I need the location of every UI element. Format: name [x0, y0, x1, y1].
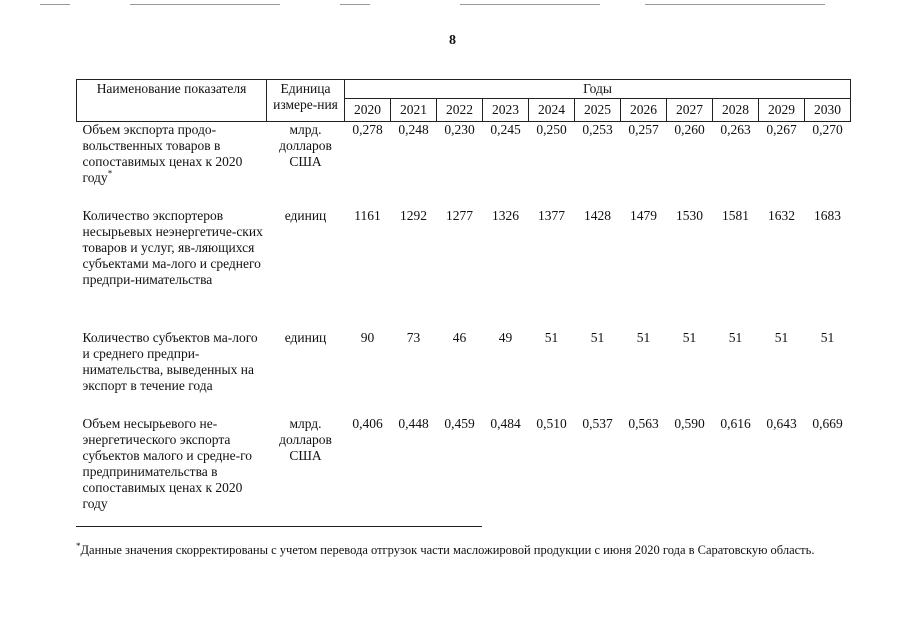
value-cell: 0,263	[720, 122, 751, 137]
value-cell: 0,278	[352, 122, 383, 137]
header-year: 2025	[575, 99, 621, 122]
export-indicators-table	[76, 79, 851, 520]
value-cell: 1161	[354, 207, 381, 223]
header-unit: Единица измере-ния	[267, 80, 345, 122]
table-row	[77, 122, 851, 208]
value-cell: 0,448	[398, 415, 429, 431]
value-cell: 0,248	[398, 122, 429, 137]
value-cell: 0,267	[766, 122, 797, 137]
value-cell: 0,459	[444, 415, 475, 431]
value-cell: 51	[774, 329, 789, 345]
value-cell: 51	[728, 329, 743, 345]
value-cell: 1377	[538, 207, 565, 223]
value-cell: 0,643	[766, 415, 797, 431]
header-year: 2024	[529, 99, 575, 122]
value-cell: 0,616	[720, 415, 751, 431]
scan-artifact-line	[40, 4, 70, 5]
value-cell: 0,253	[582, 122, 613, 137]
value-cell: 0,230	[444, 122, 475, 137]
value-cell: 0,510	[536, 415, 567, 431]
value-cell: 1326	[492, 207, 519, 223]
indicator-name: Объем несырьевого не-энергетического экспорта субъектов малого и средне-го предпринимательства в сопоставимых ценах к 2020 году	[82, 415, 253, 511]
indicator-name: Количество экспортеров несырьевых неэнергетиче-ских товаров и услуг, яв-ляющихся субъектами ма-лого и среднего предпри-нимательства	[82, 207, 263, 287]
value-cell: 1292	[400, 207, 427, 223]
header-year: 2022	[437, 99, 483, 122]
header-year: 2027	[667, 99, 713, 122]
value-cell: 1632	[768, 207, 795, 223]
header-year: 2030	[805, 99, 851, 122]
unit-cell: млрд. долларов США	[279, 415, 332, 463]
value-cell: 1581	[722, 207, 749, 223]
value-cell: 51	[682, 329, 697, 345]
header-indicator-name: Наименование показателя	[77, 80, 267, 122]
value-cell: 0,270	[812, 122, 843, 137]
footnote-text: Данные значения скорректированы с учетом перевода отгрузок части масложировой продукции с июня 2020 года в Саратовскую область.	[80, 543, 815, 557]
footnote-separator	[76, 526, 482, 527]
value-cell: 1530	[676, 207, 703, 223]
value-cell: 1277	[446, 207, 473, 223]
value-cell: 0,406	[352, 415, 383, 431]
indicator-name: Количество субъектов ма-лого и среднего предпри-нимательства, выведенных на экспорт в течение года	[82, 329, 258, 393]
unit-cell: млрд. долларов США	[279, 122, 332, 169]
header-year: 2021	[391, 99, 437, 122]
value-cell: 1683	[814, 207, 842, 223]
value-cell: 0,590	[674, 415, 705, 431]
page-number: 8	[449, 33, 456, 48]
header-year: 2020	[345, 99, 391, 122]
header-year: 2026	[621, 99, 667, 122]
table-row	[77, 416, 851, 520]
value-cell: 0,257	[628, 122, 659, 137]
header-year: 2028	[713, 99, 759, 122]
header-year: 2023	[483, 99, 529, 122]
indicator-name: Объем экспорта продо-вольственных товаров в сопоставимых ценах к 2020 году*	[82, 122, 243, 185]
value-cell: 73	[406, 329, 421, 345]
value-cell: 46	[452, 329, 467, 345]
table-row	[77, 208, 851, 330]
value-cell: 51	[544, 329, 559, 345]
header-years-group: Годы	[345, 80, 851, 99]
unit-cell: единиц	[284, 329, 327, 345]
value-cell: 49	[498, 329, 513, 345]
value-cell: 0,563	[628, 415, 659, 431]
table-row	[77, 330, 851, 416]
value-cell: 51	[636, 329, 651, 345]
scan-artifact-line	[645, 4, 825, 5]
value-cell: 1479	[630, 207, 657, 223]
scan-artifact-line	[340, 4, 370, 5]
scan-artifact-line	[460, 4, 600, 5]
value-cell: 0,260	[674, 122, 705, 137]
footnote-mark: *	[76, 540, 81, 551]
footnote	[76, 540, 815, 558]
unit-cell: единиц	[284, 207, 327, 223]
value-cell: 0,537	[582, 415, 613, 431]
value-cell: 51	[590, 329, 605, 345]
header-year: 2029	[759, 99, 805, 122]
value-cell: 0,669	[812, 415, 843, 431]
value-cell: 51	[820, 329, 835, 345]
value-cell: 0,245	[490, 122, 521, 137]
footnote-mark: *	[107, 168, 113, 179]
value-cell: 0,250	[536, 122, 567, 137]
value-cell: 0,484	[490, 415, 521, 431]
value-cell: 1428	[584, 207, 611, 223]
value-cell: 90	[360, 329, 375, 345]
scan-artifact-line	[130, 4, 280, 5]
